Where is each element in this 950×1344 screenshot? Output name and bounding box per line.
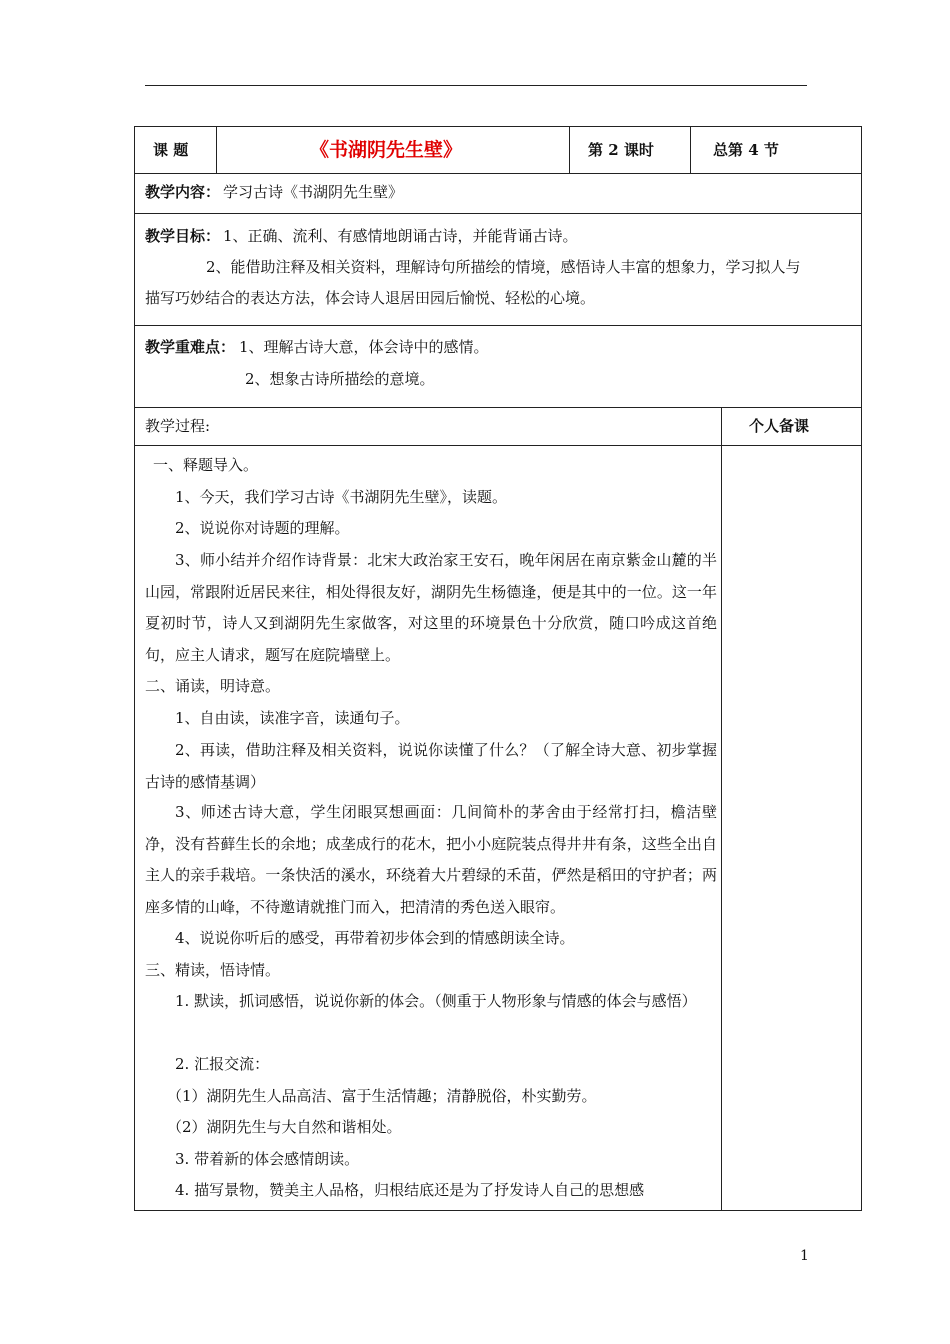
goal-2: 2、能借助注释及相关资料，理解诗句所描绘的情境，感悟诗人丰富的想象力，学习拟人与 [206,258,801,276]
process-paragraph: 1. 默读，抓词感悟，说说你新的体会。（侧重于人物形象与情感的体会与感悟） [175,992,697,1010]
col-divider [690,127,691,173]
row-divider [135,173,861,174]
subject-label: 课 题 [153,141,189,159]
content-text: 学习古诗《书湖阴先生壁》 [223,183,404,201]
process-paragraph: 1、自由读，读准字音，读通句子。 [175,709,410,727]
lesson-title: 《书湖阴先生壁》 [310,139,463,161]
row-divider [135,325,861,326]
col-divider [569,127,570,173]
process-paragraph: （1）湖阴先生人品高洁、富于生活情趣；清静脱俗，朴实勤劳。 [167,1087,597,1105]
process-label: 教学过程: [145,417,211,435]
process-paragraph: 二、诵读，明诗意。 [145,677,281,695]
process-paragraph: 三、精读，悟诗情。 [145,961,281,979]
process-paragraph: 3、师述古诗大意，学生闭眼冥想画面：几间简朴的茅舍由于经常打扫，檐洁壁净，没有苔藓生长的余地；成垄成行的花木，把小小庭院装点得井井有条，这些全出自主人的亲手栽培。一条快活的溪水，环绕着大片碧绿的禾苗，俨然是稻田的守护者；两座多情的山峰，不待邀请就推门而入，把清清的秀色送入眼帘。 [145,803,717,916]
content-label: 教学内容： [145,183,221,201]
process-paragraph: 4、说说你听后的感受，再带着初步体会到的情感朗读全诗。 [175,929,575,947]
row-divider [135,213,861,214]
row-divider [135,407,861,408]
keypoints-label: 教学重难点： [145,338,236,356]
process-paragraph: 3. 带着新的体会感情朗读。 [175,1150,360,1168]
keypoint-2: 2、想象古诗所描绘的意境。 [245,370,435,388]
lesson-plan-table [134,126,862,1211]
process-paragraph: 2. 汇报交流： [175,1055,270,1073]
process-paragraph: 4. 描写景物，赞美主人品格，归根结底还是为了抒发诗人自己的思想感 [175,1181,645,1199]
page-number: 1 [800,1248,809,1264]
process-paragraph: 一、释题导入。 [153,456,259,474]
personal-prep-label: 个人备课 [749,417,810,435]
lesson-number: 第 2 课时 [588,141,654,159]
keypoint-1: 1、理解古诗大意，体会诗中的感情。 [239,338,489,356]
row-divider [135,445,861,446]
process-paragraph: 2、再读，借助注释及相关资料，说说你读懂了什么？（了解全诗大意、初步掌握古诗的感情基调） [145,741,717,791]
goal-2-cont: 描写巧妙结合的表达方法，体会诗人退居田园后愉悦、轻松的心境。 [145,289,596,307]
goal-1: 1、正确、流利、有感情地朗诵古诗，并能背诵古诗。 [223,227,578,245]
col-divider [216,127,217,173]
header-rule [145,85,807,86]
process-paragraph: 2、说说你对诗题的理解。 [175,519,350,537]
goals-label: 教学目标： [145,227,221,245]
col-divider [721,407,722,1210]
process-paragraph: （2）湖阴先生与大自然和谐相处。 [167,1118,402,1136]
total-lesson-number: 总第 4 节 [713,141,779,159]
process-paragraph: 1、今天，我们学习古诗《书湖阴先生壁》，读题。 [175,488,508,506]
process-paragraph: 3、师小结并介绍作诗背景：北宋大政治家王安石，晚年闲居在南京紫金山麓的半山园，常跟附近居民来往，相处得很友好，湖阴先生杨德逢，便是其中的一位。这一年夏初时节，诗人又到湖阴先生家做客，对这里的环境景色十分欣赏，随口吟成这首绝句，应主人请求，题写在庭院墙壁上。 [145,551,717,664]
